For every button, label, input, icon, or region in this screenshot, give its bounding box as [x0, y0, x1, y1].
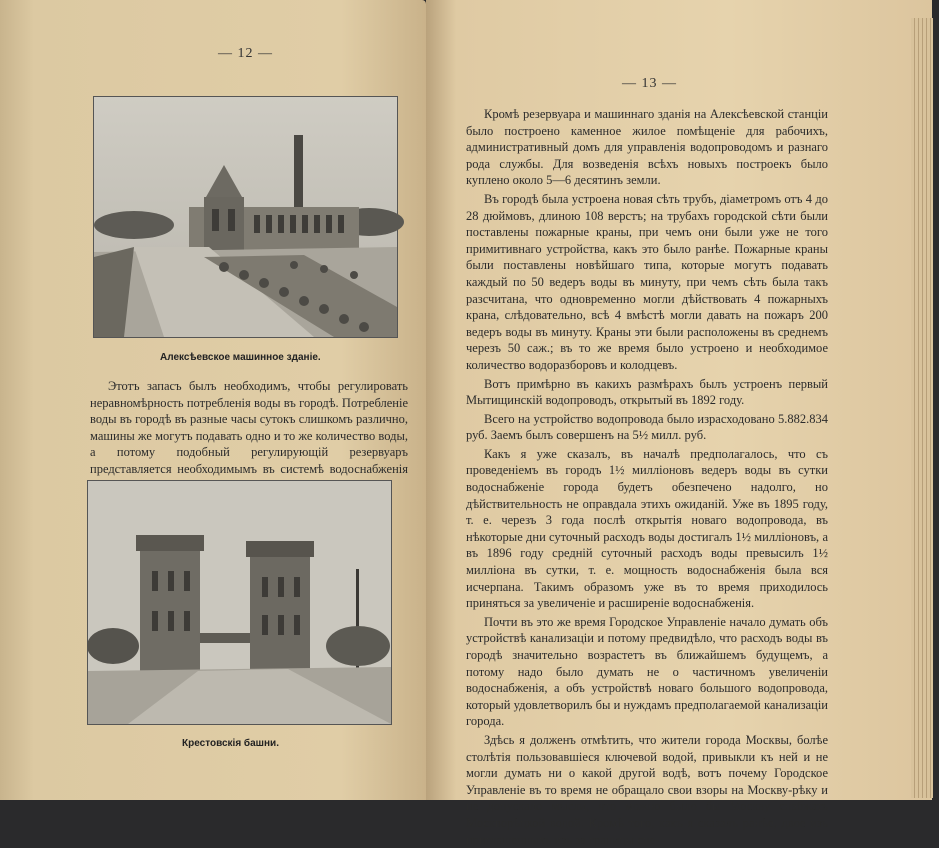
paragraph-text: Въ городѣ была устроена новая сѣть трубъ, діаметромъ отъ 4 до 28 дюймовъ, длиною 108 верстъ; на трубахъ городской сѣти были поставлены пожарные краны, при чемъ они были уже не того примитивнаго устройства, какъ это было ранѣе. Пожарные краны были поставлены новѣйшаго типа, которые могутъ подавать каждый по 50 ведеръ воды въ минуту, при чемъ сѣть была такъ разсчитана, что одновременно могли дѣйствовать 4 пожарныхъ крана, слѣдовательно, всѣ 4 вмѣстѣ могли давать на пожаръ 200 ведеръ воды въ минуту. Краны эти были расположены въ среднемъ черезъ 50 саж.; въ то же время было устроено и необходимое количество водоразборовъ и колодцевъ.: [466, 191, 828, 372]
left-page: [0, 0, 426, 800]
page-edges: [911, 18, 933, 798]
page-number-left: — 12 —: [218, 46, 273, 61]
paragraph-text: Почти въ это же время Городское Управленіе начало думать объ устройствѣ канализаціи и потому предвидѣло, что расходъ воды въ городѣ значительно возрастетъ въ ближайшемъ будущемъ, а потому надо было думать не о частичномъ увеличеніи водоснабженія, а объ устройствѣ новаго большого водопровода, который удовлетворилъ бы и нуждамъ предполагаемой канализаціи города.: [466, 614, 828, 729]
right-text-block: [466, 106, 828, 848]
paragraph-text: Вотъ примѣрно въ какихъ размѣрахъ былъ устроенъ первый Мытищинскій водопроводъ, открытый въ 1892 году.: [466, 376, 828, 408]
paragraph-text: Этотъ запасъ былъ необходимъ, чтобы регулировать неравномѣрность потребленія воды въ городѣ. Потребленіе воды въ городѣ въ разные часы сутокъ слишкомъ различно, машины же могутъ подавать одно и то же количество воды, а потому подобный регулирующій резервуаръ представляется необходимымъ въ системѣ водоснабженія: [90, 379, 408, 476]
photo-alekseevskoe-building: [93, 96, 398, 338]
photo-krestovskie-towers: [87, 480, 392, 725]
left-paragraph: [90, 378, 408, 494]
paragraph-text: Всего на устройство водопровода было израсходовано 5.882.834 руб. Заемъ былъ совершенъ на 5½ милл. руб.: [466, 411, 828, 443]
figure-caption-2: Крестовскія башни.: [182, 738, 279, 749]
figure-caption-1: Алексѣевское машинное зданіе.: [160, 352, 321, 363]
right-page: [426, 0, 932, 847]
paragraph-text: Какъ я уже сказалъ, въ началѣ предполагалось, что съ проведеніемъ въ городъ 1½ милліоновъ ведеръ воды въ сутки водоснабженіе города будетъ обезпечено надолго, но дѣйствительность не оправдала этихъ ожиданій. Уже въ 1895 году, т. е. черезъ 3 года послѣ открытія новаго водопровода, въ нѣкоторые дни суточный расходъ воды достигалъ 1½ милліоновъ, а въ 1896 году средній суточный расходъ воды превысилъ 1½ милліона въ сутки, т. е. мощность водоснабженія была вся исчерпана. Такимъ образомъ уже въ то время приходилось приняться за увеличеніе и расширеніе водоснабженія.: [466, 446, 828, 611]
page-number-right: — 13 —: [622, 76, 677, 91]
paragraph-text: Кромѣ резервуара и машиннаго зданія на Алексѣевской станціи было построено каменное жилое помѣщеніе для рабочихъ, административный домъ для управленія водопроводомъ и разнаго рода службы. Для возведенія всѣхъ новыхъ построекъ было куплено около 5—6 десятинъ земли.: [466, 107, 828, 188]
paragraph-text: Здѣсь я долженъ отмѣтить, что жители города Москвы, болѣе столѣтія пользовавшіеся ключевой водой, привыкли къ ней и не могли думать ни о какой другой водѣ, вотъ почему Городское Управленіе въ то время не обращало свои взоры на Москву-рѣку и не допускало мысли, что можно было бы Москву снабжать Москворѣцкой водой. Кромѣ того, какъ я сказалъ ранѣе, двое изъ приглашенныхъ изъ за границы спе-: [466, 732, 828, 847]
